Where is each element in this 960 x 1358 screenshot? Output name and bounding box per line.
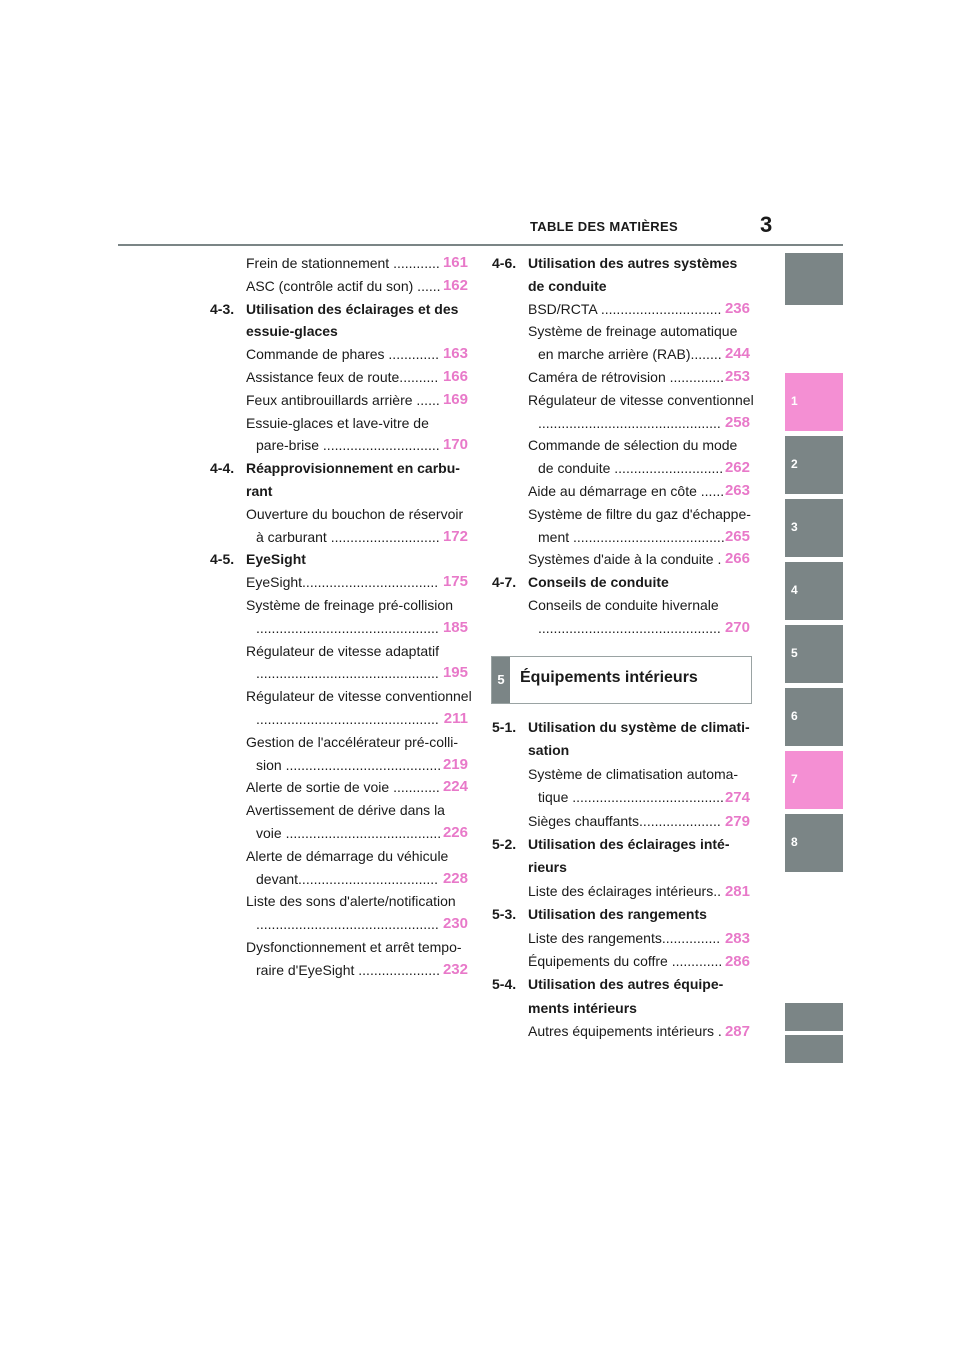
- toc-entry: [210, 936, 470, 959]
- toc-entry-text: Alerte de sortie de voie ............: [246, 779, 440, 796]
- toc-page-link[interactable]: 219: [442, 755, 468, 773]
- toc-entry[interactable]: [492, 480, 752, 503]
- toc-entry[interactable]: [210, 708, 470, 731]
- toc-entry-text: Frein de stationnement ............: [246, 255, 440, 271]
- chapter-tab-5[interactable]: [785, 625, 843, 683]
- toc-page-link[interactable]: 265: [724, 527, 750, 545]
- toc-entry-text: Avertissement de dérive dans la: [246, 802, 445, 819]
- toc-entry-text: de conduite ............................: [538, 460, 724, 477]
- section-title: rant: [246, 482, 273, 499]
- section-title: ments intérieurs: [528, 999, 637, 1016]
- toc-entry: [492, 503, 752, 526]
- chapter-tab-1[interactable]: [785, 373, 843, 431]
- toc-entry[interactable]: [210, 389, 470, 412]
- toc-entry[interactable]: [492, 880, 752, 903]
- toc-entry-text: à carburant ............................: [256, 528, 440, 545]
- toc-left-column: [210, 252, 470, 982]
- toc-entry[interactable]: [492, 1020, 752, 1043]
- toc-page-link[interactable]: 224: [442, 778, 468, 796]
- toc-entry-text: Commande de sélection du mode: [528, 437, 738, 454]
- toc-entry[interactable]: [492, 786, 752, 809]
- toc-entry-text: Régulateur de vitesse adaptatif: [246, 642, 440, 659]
- toc-entry[interactable]: [210, 571, 470, 594]
- toc-entry[interactable]: [492, 457, 752, 480]
- toc-page-link[interactable]: 287: [724, 1023, 750, 1041]
- chapter-tab-label: 7: [791, 772, 798, 786]
- toc-entry[interactable]: [492, 548, 752, 571]
- side-tab-blank[interactable]: [785, 1035, 843, 1063]
- toc-entry-text: Sièges chauffants.....................: [528, 812, 721, 829]
- toc-entry-text: Conseils de conduite hivernale: [528, 596, 719, 613]
- chapter-tab-label: 8: [791, 835, 798, 849]
- section-number: 5-1.: [492, 719, 517, 735]
- page-number: 3: [760, 212, 773, 237]
- section-number: 4-7.: [492, 574, 517, 591]
- toc-section-heading: [492, 275, 752, 298]
- section-number: 4-5.: [210, 551, 235, 568]
- toc-section-heading: [492, 903, 752, 926]
- toc-page-link[interactable]: 169: [442, 390, 468, 408]
- toc-entry: [492, 434, 752, 457]
- section-title: Utilisation des autres systèmes: [528, 255, 738, 271]
- chapter-tab-label: 4: [791, 583, 798, 597]
- toc-entry: [210, 685, 470, 708]
- toc-entry[interactable]: [210, 662, 470, 685]
- toc-entry-text: Autres équipements intérieurs .: [528, 1023, 722, 1040]
- toc-section-heading: [492, 252, 752, 275]
- toc-entry-text: ...............................................: [538, 619, 721, 636]
- toc-entry-text: ...............................................: [538, 414, 721, 431]
- toc-page-link[interactable]: 230: [442, 915, 468, 933]
- toc-entry-text: ...............................................: [256, 619, 439, 636]
- chapter-5-box[interactable]: [491, 656, 752, 704]
- section-title: sation: [528, 742, 570, 759]
- toc-page-link[interactable]: 195: [442, 664, 468, 682]
- toc-entry[interactable]: [210, 776, 470, 799]
- section-title: Utilisation des autres équipe-: [528, 976, 724, 993]
- toc-entry-text: Liste des éclairages intérieurs..: [528, 882, 721, 899]
- toc-entry-text: sion ........................................: [256, 756, 442, 773]
- toc-entry: [492, 389, 752, 412]
- toc-page-link[interactable]: 281: [724, 882, 750, 900]
- toc-section-heading: [492, 997, 752, 1020]
- toc-entry[interactable]: [492, 366, 752, 389]
- toc-entry: [210, 640, 470, 663]
- toc-entry: [210, 731, 470, 754]
- toc-entry-text: raire d'EyeSight .....................: [256, 961, 440, 978]
- toc-entry-text: Ouverture du bouchon de réservoir: [246, 505, 464, 522]
- toc-entry[interactable]: [492, 412, 752, 435]
- toc-page-link[interactable]: 228: [442, 869, 468, 887]
- toc-entry-text: tique .......................................: [538, 789, 724, 806]
- header-rule: [118, 244, 843, 246]
- toc-entry[interactable]: [492, 617, 752, 640]
- toc-page-link[interactable]: 263: [724, 481, 750, 499]
- toc-entry[interactable]: [210, 959, 470, 982]
- toc-entry-text: pare-brise ..............................: [256, 437, 440, 454]
- chapter-tab-4[interactable]: [785, 562, 843, 620]
- toc-entry: [492, 594, 752, 617]
- toc-section-heading: [210, 457, 470, 480]
- toc-entry-text: Système de freinage automatique: [528, 323, 738, 340]
- toc-entry-text: Système de freinage pré-collision: [246, 596, 453, 613]
- toc-entry[interactable]: [210, 434, 470, 457]
- side-tab-blank[interactable]: [785, 253, 843, 305]
- toc-entry-text: Essuie-glaces et lave-vitre de: [246, 414, 429, 431]
- toc-entry: [210, 503, 470, 526]
- toc-entry-text: voie ........................................: [256, 824, 442, 841]
- section-number: 4-6.: [492, 255, 517, 271]
- toc-entry-text: Feux antibrouillards arrière ......: [246, 391, 440, 408]
- toc-entry-text: BSD/RCTA ...............................: [528, 300, 722, 317]
- toc-section-heading: [492, 716, 752, 739]
- toc-entry: [492, 763, 752, 786]
- toc-entry-text: Alerte de démarrage du véhicule: [246, 847, 449, 864]
- toc-page-link[interactable]: 162: [442, 276, 468, 294]
- toc-entry-text: ASC (contrôle actif du son) ......: [246, 277, 441, 294]
- toc-page-link[interactable]: 258: [724, 413, 750, 431]
- toc-entry: [210, 594, 470, 617]
- toc-entry[interactable]: [492, 526, 752, 549]
- toc-entry[interactable]: [210, 526, 470, 549]
- toc-entry-text: Système de filtre du gaz d'échappe-: [528, 505, 751, 522]
- toc-page-link[interactable]: 175: [442, 573, 468, 591]
- toc-section-heading: [210, 320, 470, 343]
- toc-entry[interactable]: [210, 822, 470, 845]
- toc-entry[interactable]: [492, 298, 752, 321]
- toc-entry[interactable]: [210, 252, 470, 275]
- toc-page-link[interactable]: 211: [443, 709, 468, 727]
- toc-entry-text: Caméra de rétrovision ..............: [528, 368, 725, 385]
- section-number: 5-2.: [492, 835, 517, 852]
- section-title: Réapprovisionnement en carbu-: [246, 460, 460, 477]
- toc-entry[interactable]: [210, 617, 470, 640]
- toc-section-heading: [492, 856, 752, 879]
- toc-page-link[interactable]: 166: [442, 367, 468, 385]
- chapter-tab-3[interactable]: [785, 499, 843, 557]
- section-number: 5-3.: [492, 906, 517, 923]
- chapter-tab-2[interactable]: [785, 436, 843, 494]
- toc-entry[interactable]: [210, 913, 470, 936]
- toc-section-heading: [210, 548, 470, 571]
- toc-entry: [210, 412, 470, 435]
- toc-section-heading: [210, 298, 470, 321]
- section-number: 4-3.: [210, 300, 235, 317]
- section-title: Utilisation des éclairages inté-: [528, 835, 730, 852]
- toc-entry-text: Dysfonctionnement et arrêt tempo-: [246, 938, 462, 955]
- toc-entry[interactable]: [492, 950, 752, 973]
- chapter-tab-label: 6: [791, 709, 798, 723]
- toc-entry[interactable]: [210, 366, 470, 389]
- toc-entry-text: Liste des rangements...............: [528, 929, 721, 946]
- section-title: essuie-glaces: [246, 323, 338, 340]
- toc-entry-text: Régulateur de vitesse conventionnel: [246, 688, 472, 705]
- toc-entry-text: Système de climatisation automa-: [528, 765, 739, 782]
- section-number: 4-4.: [210, 460, 235, 477]
- toc-page-link[interactable]: 274: [724, 789, 750, 807]
- toc-entry[interactable]: [210, 868, 470, 891]
- section-title: Conseils de conduite: [528, 574, 669, 591]
- toc-page-link[interactable]: 172: [442, 527, 468, 545]
- toc-entry[interactable]: [492, 927, 752, 950]
- chapter-tab-8[interactable]: [785, 814, 843, 872]
- toc-page-link[interactable]: 244: [724, 345, 750, 363]
- section-number: 5-4.: [492, 976, 517, 993]
- toc-entry-text: Régulateur de vitesse conventionnel: [528, 391, 754, 408]
- toc-entry-text: Systèmes d'aide à la conduite .: [528, 551, 722, 568]
- toc-entry[interactable]: [492, 810, 752, 833]
- toc-page-link[interactable]: 185: [442, 618, 468, 636]
- toc-entry-text: ...............................................: [256, 710, 439, 727]
- toc-entry: [210, 799, 470, 822]
- chapter-tab-label: 1: [791, 394, 798, 408]
- toc-page-link[interactable]: 286: [724, 952, 750, 970]
- toc-entry-text: EyeSight...................................: [246, 574, 439, 591]
- toc-page-link[interactable]: 270: [724, 618, 750, 636]
- toc-page-link[interactable]: 226: [442, 823, 468, 841]
- chapter-tab-label: 2: [791, 457, 798, 471]
- toc-entry-text: ment .......................................: [538, 528, 725, 545]
- section-title: EyeSight: [246, 551, 306, 568]
- toc-page-link[interactable]: 163: [442, 345, 468, 363]
- chapter-tab-label: 3: [791, 520, 798, 534]
- section-title: de conduite: [528, 277, 607, 294]
- toc-right-column-bottom: [492, 716, 752, 1043]
- toc-entry-text: devant....................................: [256, 870, 439, 887]
- toc-right-column-top: [492, 252, 752, 640]
- toc-section-heading: [492, 739, 752, 762]
- toc-entry-text: ...............................................: [256, 916, 439, 933]
- toc-page-link[interactable]: 236: [724, 299, 750, 317]
- toc-page-link[interactable]: 283: [724, 929, 750, 947]
- toc-section-heading: [210, 480, 470, 503]
- toc-entry-text: Aide au démarrage en côte ......: [528, 482, 725, 499]
- toc-entry-text: en marche arrière (RAB)........: [538, 346, 722, 363]
- chapter-tab-label: 5: [791, 646, 798, 660]
- toc-section-heading: [492, 571, 752, 594]
- toc-page-link[interactable]: 262: [724, 459, 750, 477]
- toc-entry-text: Gestion de l'accélérateur pré-colli-: [246, 733, 458, 750]
- toc-entry[interactable]: [492, 343, 752, 366]
- toc-entry[interactable]: [210, 343, 470, 366]
- toc-page-link[interactable]: 232: [442, 960, 468, 978]
- toc-page-link[interactable]: 279: [724, 812, 750, 830]
- toc-entry-text: Équipements du coffre .............: [528, 952, 723, 969]
- toc-entry: [210, 845, 470, 868]
- toc-entry-text: Liste des sons d'alerte/notification: [246, 893, 456, 910]
- toc-entry: [210, 890, 470, 913]
- toc-page-link[interactable]: 253: [724, 367, 750, 385]
- header-title: TABLE DES MATIÈRES: [530, 219, 678, 234]
- toc-entry: [492, 320, 752, 343]
- toc-page-link[interactable]: 266: [724, 550, 750, 568]
- section-title: Utilisation des rangements: [528, 906, 707, 923]
- section-title: rieurs: [528, 859, 567, 876]
- toc-entry-text: Assistance feux de route..........: [246, 368, 439, 385]
- toc-entry-text: Commande de phares .............: [246, 346, 439, 363]
- section-title: Utilisation des éclairages et des: [246, 300, 459, 317]
- toc-page-link[interactable]: 170: [442, 436, 468, 454]
- side-tab-blank[interactable]: [785, 1003, 843, 1031]
- toc-entry[interactable]: [210, 754, 470, 777]
- chapter-title: Équipements intérieurs: [520, 669, 698, 686]
- toc-section-heading: [492, 973, 752, 996]
- section-title: Utilisation du système de climati-: [528, 719, 750, 735]
- chapter-tab-6[interactable]: [785, 688, 843, 746]
- chapter-number-badge: 5: [492, 657, 510, 703]
- toc-section-heading: [492, 833, 752, 856]
- toc-page-link[interactable]: 161: [442, 254, 468, 271]
- toc-entry-text: ...............................................: [256, 665, 439, 682]
- toc-entry[interactable]: [210, 275, 470, 298]
- chapter-tab-7[interactable]: [785, 751, 843, 809]
